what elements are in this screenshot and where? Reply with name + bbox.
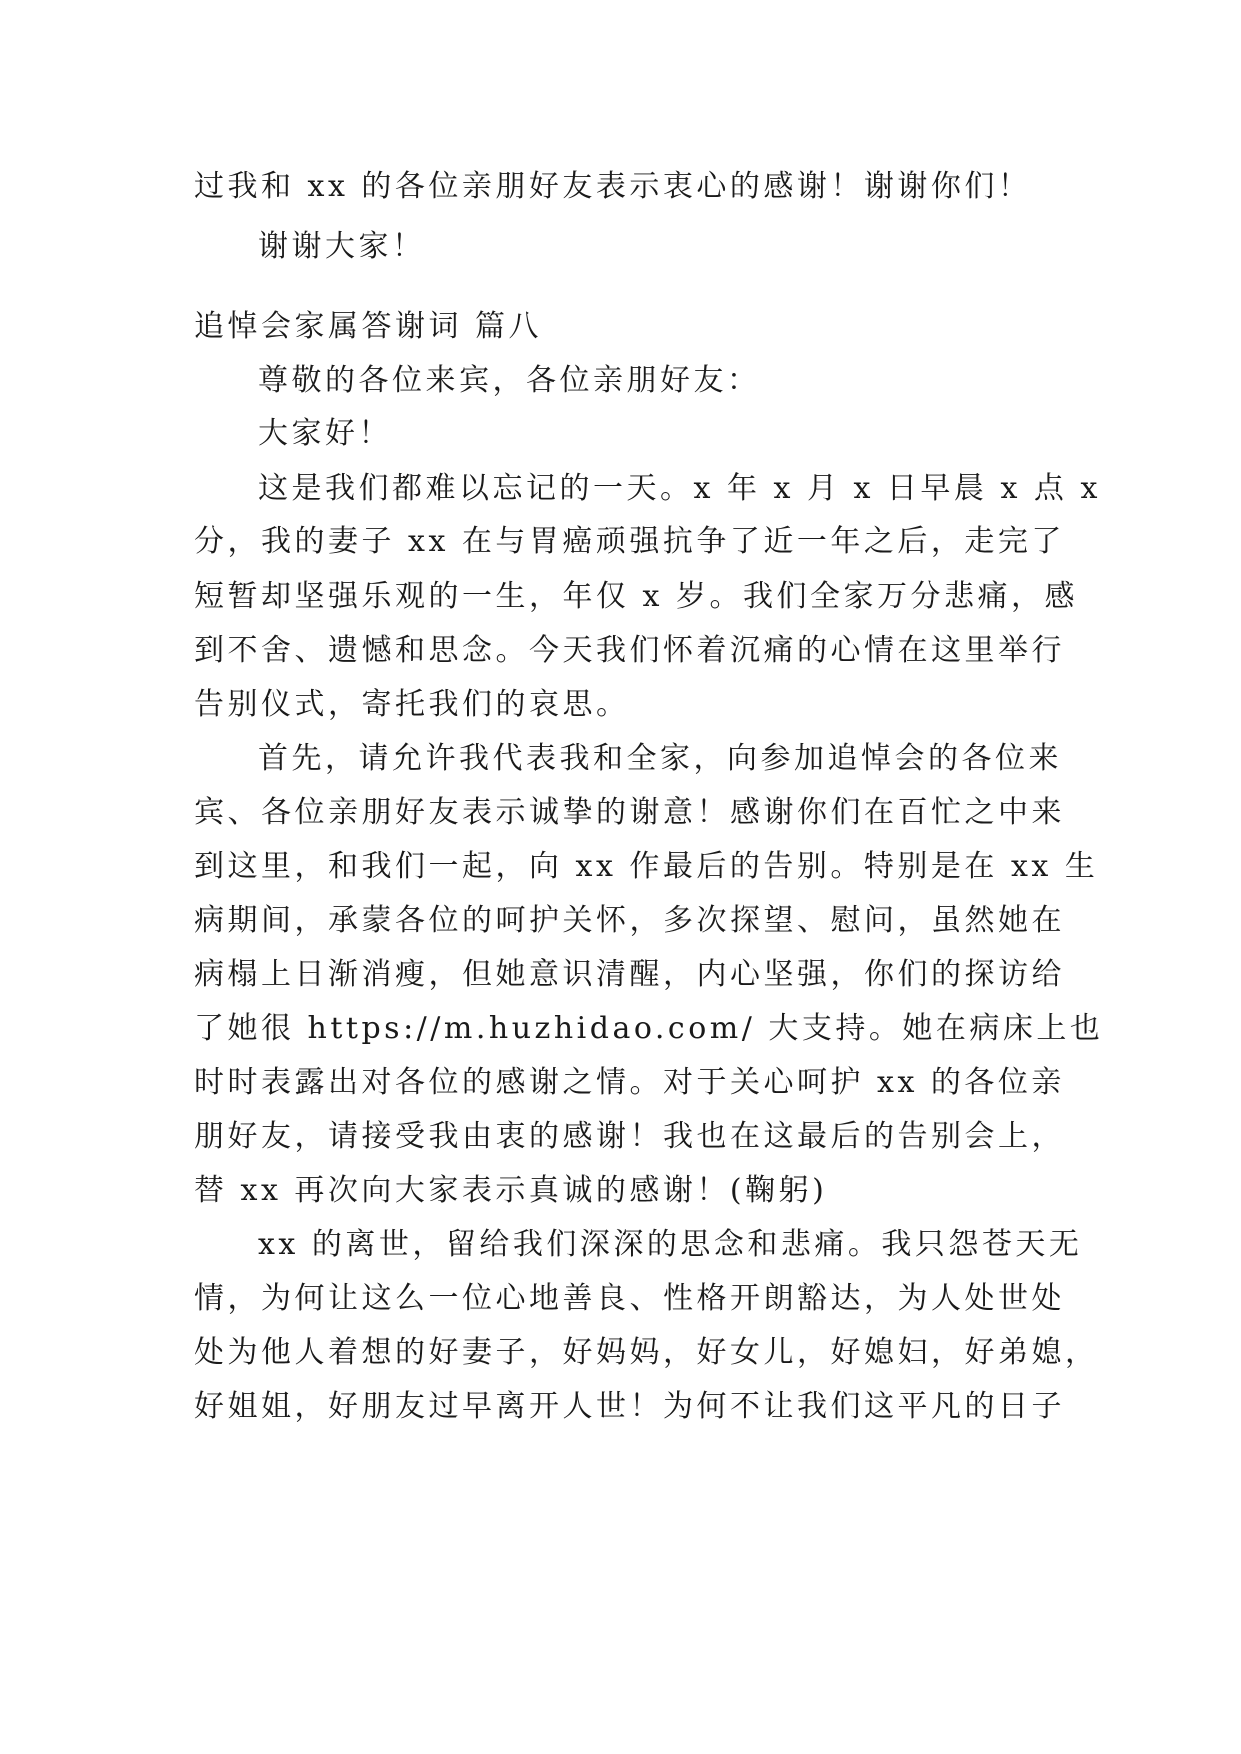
text-line: 替 xx 再次向大家表示真诚的感谢！(鞠躬)	[194, 1173, 828, 1208]
section-heading: 追悼会家属答谢词 篇八	[194, 309, 543, 344]
greeting: 大家好！	[258, 416, 392, 451]
text-line: 了她很 https://m.huzhidao.com/ 大支持。她在病床上也	[194, 1011, 1104, 1046]
salutation: 尊敬的各位来宾，各位亲朋好友：	[258, 363, 761, 398]
text-line: 到这里，和我们一起，向 xx 作最后的告别。特别是在 xx 生	[194, 849, 1099, 884]
text-line: 告别仪式，寄托我们的哀思。	[194, 687, 630, 722]
text-line: 好姐姐，好朋友过早离开人世！为何不让我们这平凡的日子	[194, 1389, 1065, 1424]
text-line: 情，为何让这么一位心地善良、性格开朗豁达，为人处世处	[194, 1281, 1065, 1316]
text-line: 谢谢大家！	[258, 229, 426, 264]
text-line: 这是我们都难以忘记的一天。x 年 x 月 x 日早晨 x 点 x	[258, 471, 1101, 506]
text-line: 宾、各位亲朋好友表示诚挚的谢意！感谢你们在百忙之中来	[194, 795, 1065, 830]
text-line: 过我和 xx 的各位亲朋好友表示衷心的感谢！谢谢你们！	[194, 169, 1032, 204]
text-line: 病榻上日渐消瘦，但她意识清醒，内心坚强，你们的探访给	[194, 957, 1065, 992]
text-line: 朋好友，请接受我由衷的感谢！我也在这最后的告别会上，	[194, 1119, 1065, 1154]
text-line: 时时表露出对各位的感谢之情。对于关心呵护 xx 的各位亲	[194, 1065, 1065, 1100]
text-line: 处为他人着想的好妻子，好妈妈，好女儿，好媳妇，好弟媳，	[194, 1335, 1099, 1370]
text-line: 短暂却坚强乐观的一生，年仅 x 岁。我们全家万分悲痛，感	[194, 579, 1078, 614]
text-line: 到不舍、遗憾和思念。今天我们怀着沉痛的心情在这里举行	[194, 633, 1065, 668]
text-line: 分，我的妻子 xx 在与胃癌顽强抗争了近一年之后，走完了	[194, 524, 1065, 559]
text-line: 病期间，承蒙各位的呵护关怀，多次探望、慰问，虽然她在	[194, 903, 1065, 938]
text-line: 首先，请允许我代表我和全家，向参加追悼会的各位来	[258, 741, 1062, 776]
text-line: xx 的离世，留给我们深深的思念和悲痛。我只怨苍天无	[258, 1227, 1083, 1262]
